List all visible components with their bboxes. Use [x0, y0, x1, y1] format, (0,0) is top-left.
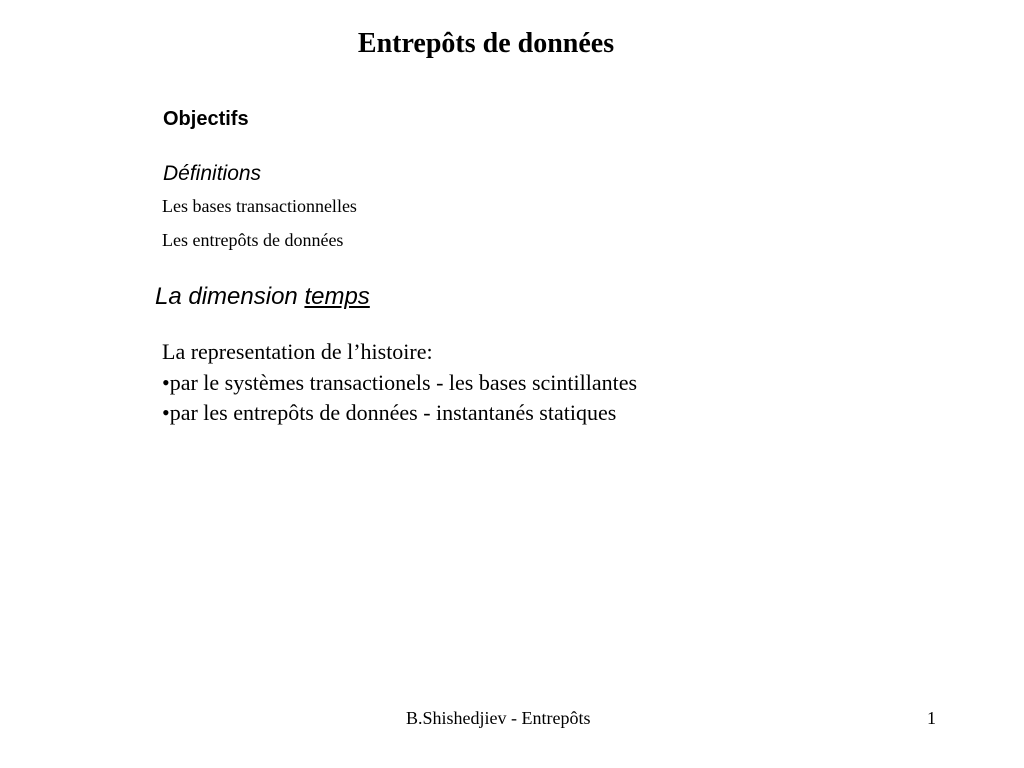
page-number: 1 [927, 708, 936, 728]
definition-item-transactional-bases: Les bases transactionnelles [162, 196, 357, 216]
body-line-transactional: •par le systèmes transactionels - les bases scintillantes [162, 369, 638, 395]
history-representation-text [162, 337, 637, 429]
objectifs-heading: Objectifs [163, 108, 249, 130]
body-line-intro: La representation de l’histoire: [162, 339, 433, 364]
footer-author: B.Shishedjiev - Entrepôts [406, 708, 591, 728]
slide-title: Entrepôts de données [357, 28, 615, 59]
dimension-heading-emphasis: temps [304, 283, 370, 310]
dimension-heading [155, 282, 370, 312]
body-line-warehouses: •par les entrepôts de données - instantanés statiques [162, 400, 617, 425]
definition-item-data-warehouses: Les entrepôts de données [162, 230, 344, 250]
dimension-heading-prefix: La dimension [155, 283, 305, 310]
definitions-heading: Définitions [163, 162, 262, 185]
